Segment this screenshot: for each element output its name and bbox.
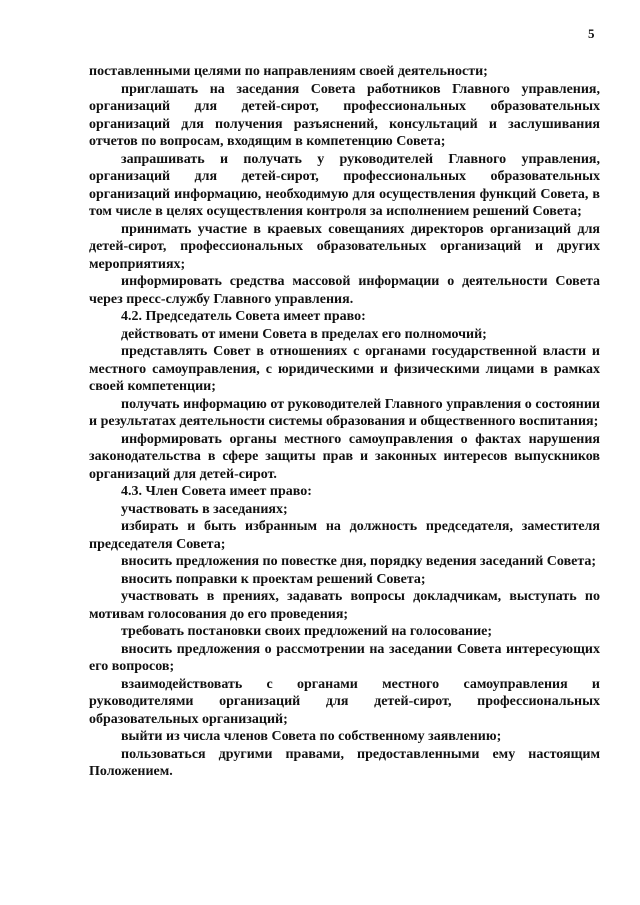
- paragraph: поставленными целями по направлениям своей деятельности;: [89, 64, 488, 79]
- paragraph: приглашать на заседания Совета работников Главного управления, организаций для детей-сирот, профессиональных образовательных организаций для получения разъяснений, консультаций и заслушивания отчетов по вопросам, входящим в компетенцию Совета;: [89, 81, 600, 149]
- paragraph: пользоваться другими правами, предоставленными ему настоящим Положением.: [89, 746, 600, 779]
- paragraph: участвовать в прениях, задавать вопросы докладчикам, выступать по мотивам голосования до его проведения;: [89, 589, 600, 622]
- paragraph: принимать участие в краевых совещаниях директоров организаций для детей-сирот, профессиональных образовательных организаций и других мероприятиях;: [89, 221, 600, 272]
- paragraph: 4.3. Член Совета имеет право:: [121, 484, 312, 499]
- paragraph: взаимодействовать с органами местного самоуправления и руководителями организаций для детей-сирот, профессиональных образовательных организаций;: [89, 676, 600, 727]
- page-number: 5: [588, 26, 595, 41]
- paragraph: информировать средства массовой информации о деятельности Совета через пресс-службу Главного управления.: [89, 274, 600, 307]
- paragraph: требовать постановки своих предложений на голосование;: [121, 624, 493, 639]
- document-body: [89, 63, 600, 781]
- paragraph: вносить поправки к проектам решений Совета;: [121, 571, 426, 587]
- paragraph: вносить предложения по повестке дня, порядку ведения заседаний Совета;: [121, 554, 597, 569]
- paragraph: представлять Совет в отношениях с органами государственной власти и местного самоуправления, с юридическими и физическими лицами в рамках своей компетенции;: [89, 344, 600, 394]
- paragraph: получать информацию от руководителей Главного управления о состоянии и результатах деятельности системы образования и общественного воспитания;: [89, 396, 600, 429]
- paragraph: вносить предложения о рассмотрении на заседании Совета интересующих его вопросов;: [89, 641, 600, 674]
- paragraph: избирать и быть избранным на должность председателя, заместителя председателя Совета;: [89, 519, 600, 552]
- paragraph: действовать от имени Совета в пределах его полномочий;: [121, 326, 487, 342]
- paragraph: участвовать в заседаниях;: [121, 501, 288, 517]
- paragraph: запрашивать и получать у руководителей Главного управления, организаций для детей-сирот, профессиональных образовательных организаций информацию, необходимую для осуществления функций Совета, в том числе в целях осуществления контроля за исполнением решений Совета;: [89, 151, 600, 219]
- paragraph: выйти из числа членов Совета по собственному заявлению;: [121, 729, 502, 744]
- paragraph: 4.2. Председатель Совета имеет право:: [121, 309, 366, 324]
- paragraph: информировать органы местного самоуправления о фактах нарушения законодательства в сфере защиты прав и законных интересов выпускников организаций для детей-сирот.: [89, 431, 600, 482]
